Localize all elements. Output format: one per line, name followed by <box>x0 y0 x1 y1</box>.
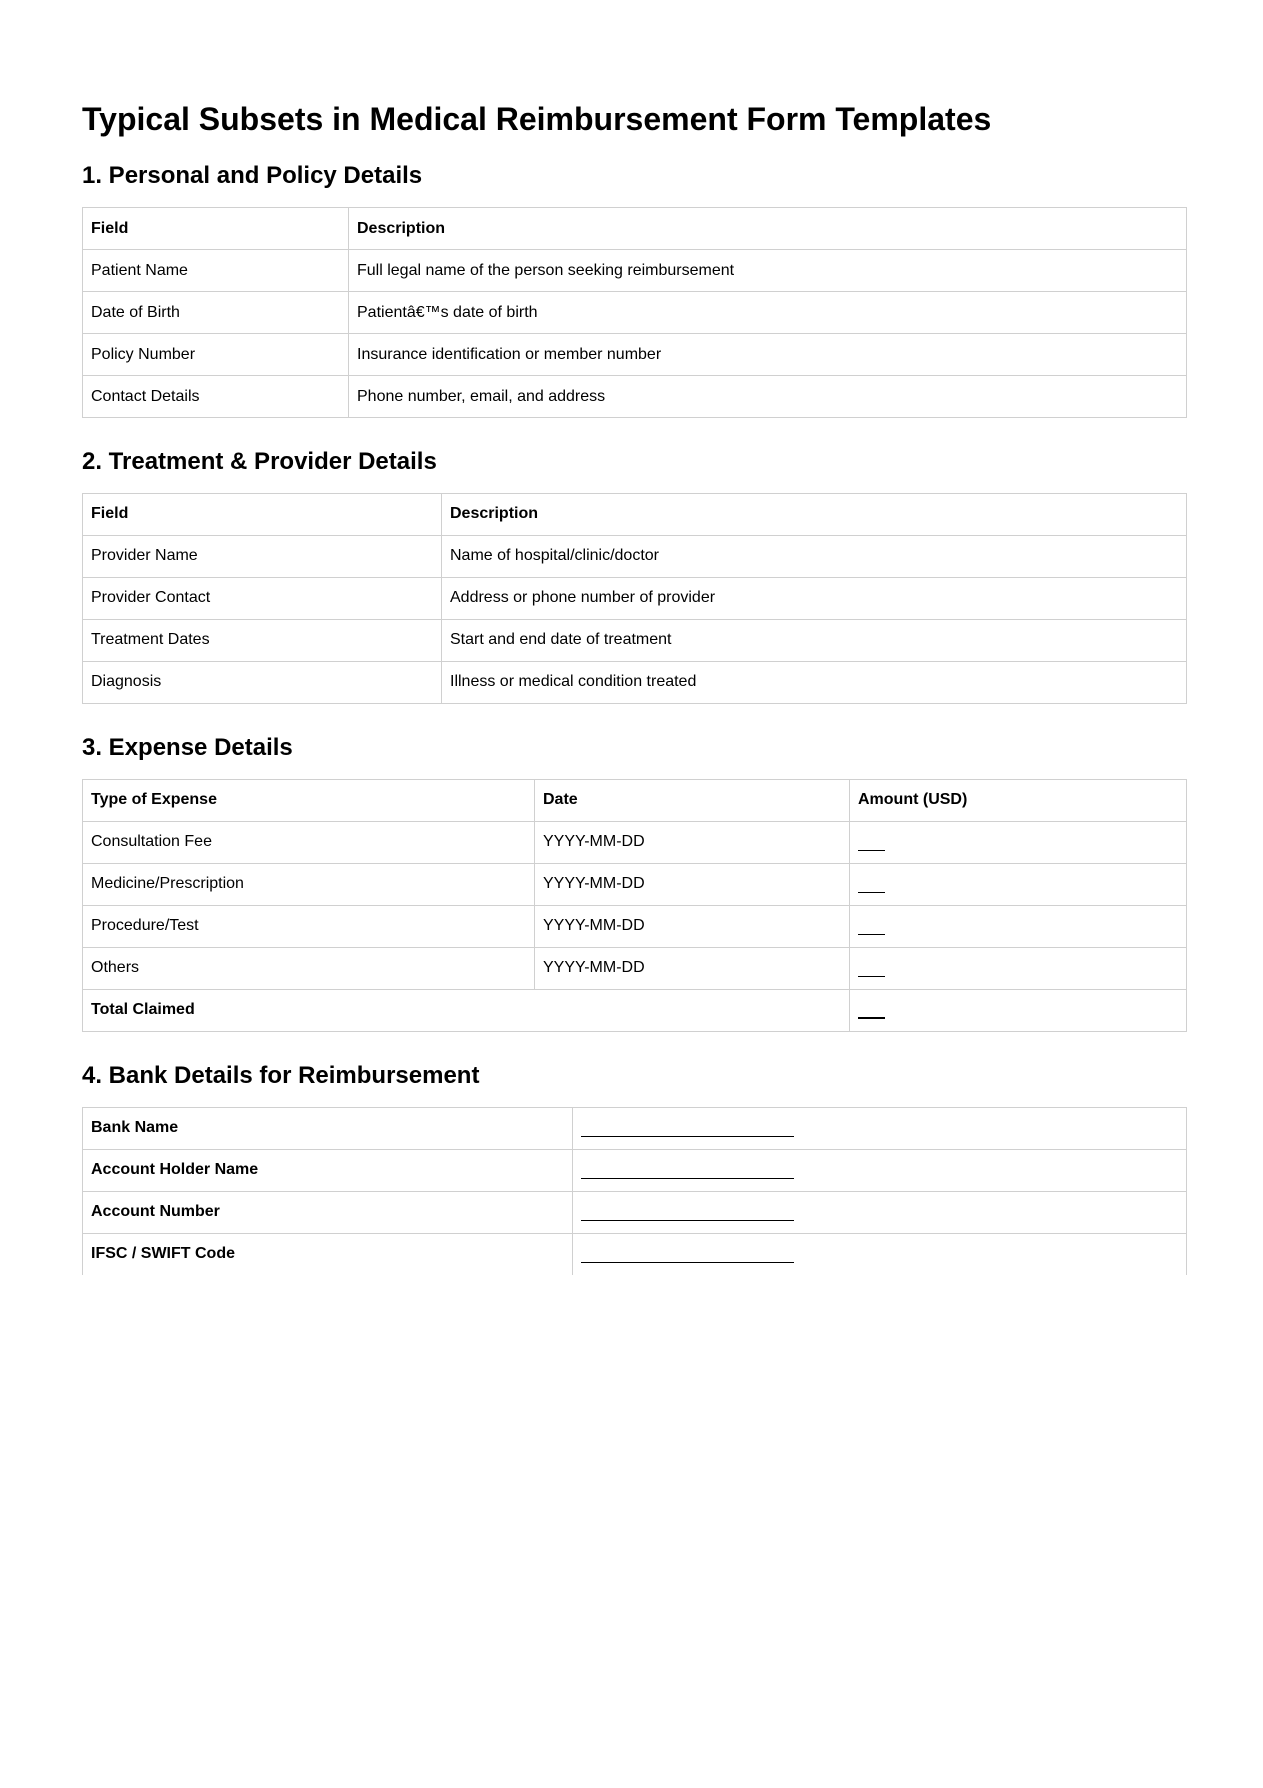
table-row <box>83 577 1187 619</box>
table-row <box>83 376 1187 418</box>
account-holder-blank[interactable] <box>581 1164 794 1179</box>
amount-blank[interactable] <box>858 964 885 977</box>
total-row <box>83 989 1187 1031</box>
field-cell: Provider Name <box>83 535 442 577</box>
total-amount-blank[interactable] <box>858 1005 885 1019</box>
table-row <box>83 250 1187 292</box>
amount-blank[interactable] <box>858 922 885 935</box>
table-row <box>83 1107 1187 1149</box>
table-row <box>83 905 1187 947</box>
treatment-provider-table <box>82 493 1187 704</box>
table-row <box>83 821 1187 863</box>
section-bank-details <box>82 1062 1187 1275</box>
description-cell: Name of hospital/clinic/doctor <box>442 535 1187 577</box>
document-page <box>82 100 1187 1305</box>
amount-cell[interactable] <box>850 821 1187 863</box>
table-header-row <box>83 493 1187 535</box>
description-cell: Full legal name of the person seeking reimbursement <box>349 250 1187 292</box>
expense-type-cell: Medicine/Prescription <box>83 863 535 905</box>
table-header-row <box>83 779 1187 821</box>
table-row <box>83 1233 1187 1275</box>
table-row <box>83 947 1187 989</box>
section-heading: 1. Personal and Policy Details <box>82 162 423 190</box>
column-header: Field <box>83 493 442 535</box>
bank-field-label: Account Number <box>83 1191 573 1233</box>
bank-name-blank[interactable] <box>581 1122 794 1137</box>
description-cell: Patientâ€™s date of birth <box>349 292 1187 334</box>
field-cell: Treatment Dates <box>83 619 442 661</box>
field-cell: Patient Name <box>83 250 349 292</box>
table-header-row <box>83 208 1187 250</box>
column-header: Type of Expense <box>83 779 535 821</box>
section-treatment-provider <box>82 448 1187 704</box>
expense-table <box>82 779 1187 1032</box>
expense-type-cell: Procedure/Test <box>83 905 535 947</box>
section-heading: 3. Expense Details <box>82 733 293 761</box>
table-row <box>83 619 1187 661</box>
bank-field-label: Bank Name <box>83 1107 573 1149</box>
field-cell: Policy Number <box>83 334 349 376</box>
section-heading: 2. Treatment & Provider Details <box>82 448 437 476</box>
table-row <box>83 334 1187 376</box>
bank-field-value[interactable] <box>573 1107 1187 1149</box>
table-row <box>83 1191 1187 1233</box>
field-cell: Contact Details <box>83 376 349 418</box>
bank-field-value[interactable] <box>573 1191 1187 1233</box>
table-row <box>83 863 1187 905</box>
date-cell[interactable]: YYYY-MM-DD <box>535 821 850 863</box>
description-cell: Illness or medical condition treated <box>442 661 1187 703</box>
amount-cell[interactable] <box>850 905 1187 947</box>
amount-blank[interactable] <box>858 838 885 851</box>
section-heading: 4. Bank Details for Reimbursement <box>82 1061 480 1089</box>
account-number-blank[interactable] <box>581 1206 794 1221</box>
swift-code-blank[interactable] <box>581 1248 794 1263</box>
amount-cell[interactable] <box>850 947 1187 989</box>
bank-details-table <box>82 1107 1187 1275</box>
personal-policy-table <box>82 207 1187 418</box>
table-row <box>83 1149 1187 1191</box>
expense-type-cell: Consultation Fee <box>83 821 535 863</box>
section-expense-details <box>82 734 1187 1032</box>
bank-field-label: IFSC / SWIFT Code <box>83 1233 573 1275</box>
page-title: Typical Subsets in Medical Reimbursement Form Templates <box>82 101 992 137</box>
column-header: Date <box>535 779 850 821</box>
section-personal-policy <box>82 162 1187 418</box>
table-row <box>83 292 1187 334</box>
total-label: Total Claimed <box>83 989 850 1031</box>
field-cell: Diagnosis <box>83 661 442 703</box>
amount-cell[interactable] <box>850 863 1187 905</box>
table-row <box>83 661 1187 703</box>
bank-field-value[interactable] <box>573 1149 1187 1191</box>
bank-field-label: Account Holder Name <box>83 1149 573 1191</box>
column-header: Description <box>349 208 1187 250</box>
bank-field-value[interactable] <box>573 1233 1187 1275</box>
description-cell: Insurance identification or member number <box>349 334 1187 376</box>
description-cell: Start and end date of treatment <box>442 619 1187 661</box>
date-cell[interactable]: YYYY-MM-DD <box>535 863 850 905</box>
total-amount-cell[interactable] <box>850 989 1187 1031</box>
column-header: Amount (USD) <box>850 779 1187 821</box>
description-cell: Phone number, email, and address <box>349 376 1187 418</box>
date-cell[interactable]: YYYY-MM-DD <box>535 905 850 947</box>
column-header: Description <box>442 493 1187 535</box>
description-cell: Address or phone number of provider <box>442 577 1187 619</box>
expense-type-cell: Others <box>83 947 535 989</box>
column-header: Field <box>83 208 349 250</box>
amount-blank[interactable] <box>858 880 885 893</box>
date-cell[interactable]: YYYY-MM-DD <box>535 947 850 989</box>
bank-table-clip <box>82 1107 1187 1275</box>
field-cell: Provider Contact <box>83 577 442 619</box>
table-row <box>83 535 1187 577</box>
field-cell: Date of Birth <box>83 292 349 334</box>
